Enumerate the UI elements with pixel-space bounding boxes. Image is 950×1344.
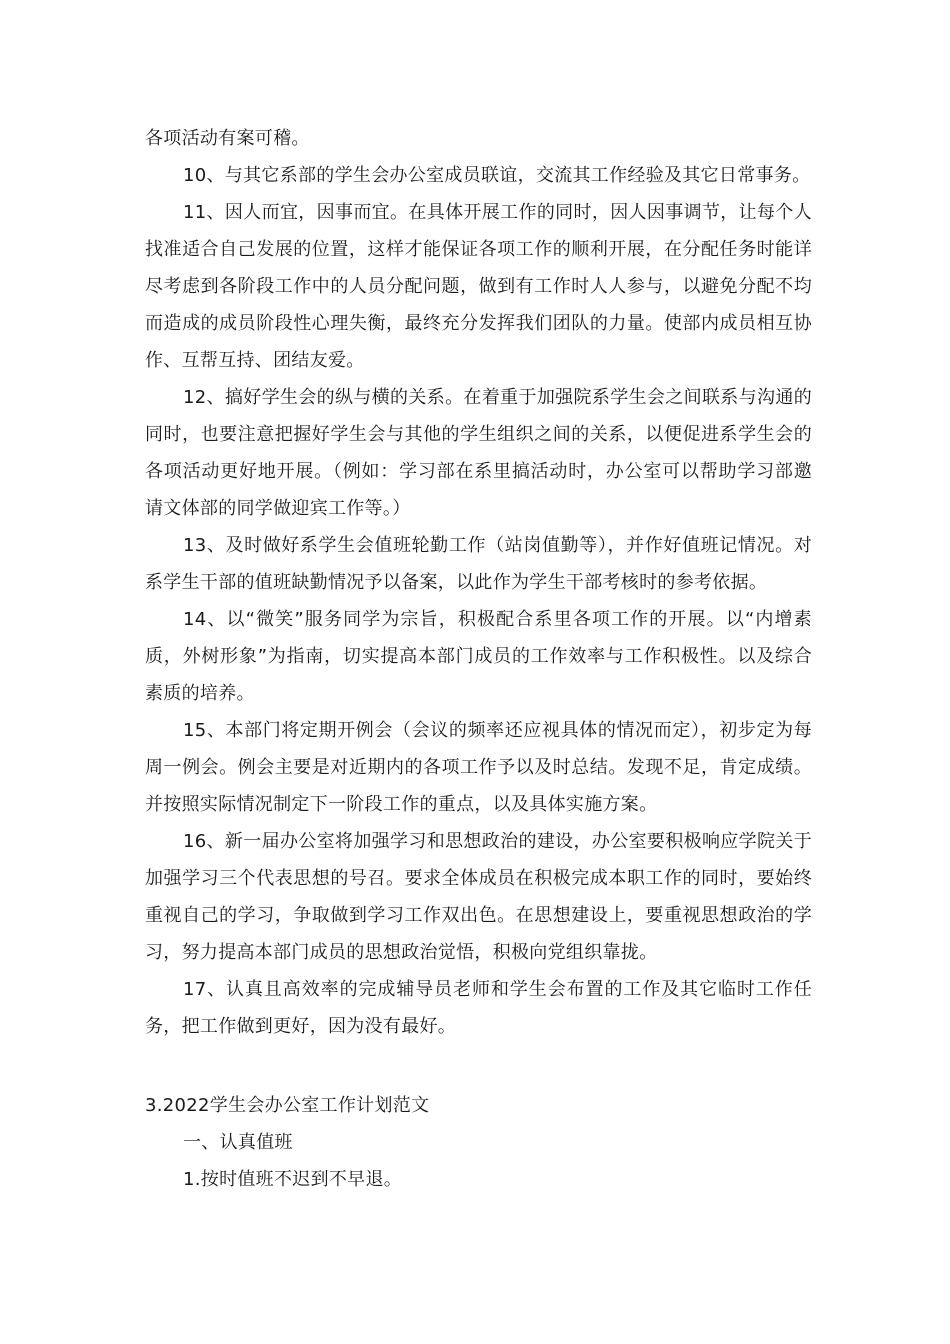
paragraph-item-11: 11、因人而宜，因事而宜。在具体开展工作的同时，因人因事调节，让每个人找准适合自己发展的位置，这样才能保证各项工作的顺利开展，在分配任务时能详尽考虑到各阶段工作中的人员分配问题，做到有工作时人人参与，以避免分配不均而造成的成员阶段性心理失衡，最终充分发挥我们团队的力量。使部内成员相互协作、互帮互持、团结友爱。 <box>145 202 812 371</box>
paragraph-item-13: 13、及时做好系学生会值班轮勤工作（站岗值勤等），并作好值班记情况。对系学生干部的值班缺勤情况予以备案，以此作为学生干部考核时的参考依据。 <box>145 535 812 593</box>
paragraph-item-16: 16、新一届办公室将加强学习和思想政治的建设，办公室要积极响应学院关于加强学习三个代表思想的号召。要求全体成员在积极完成本职工作的同时，要始终重视自己的学习，争取做到学习工作双出色。在思想建设上，要重视思想政治的学习，努力提高本部门成员的思想政治觉悟，积极向党组织靠拢。 <box>145 831 812 963</box>
paragraph-item-12: 12、搞好学生会的纵与横的关系。在着重于加强院系学生会之间联系与沟通的同时，也要注意把握好学生会与其他的学生组织之间的关系，以便促进系学生会的各项活动更好地开展。（例如：学习部在系里搞活动时，办公室可以帮助学习部邀请文体部的同学做迎宾工作等。） <box>145 387 812 519</box>
paragraph-item-10: 10、与其它系部的学生会办公室成员联谊，交流其工作经验及其它日常事务。 <box>183 165 811 186</box>
section-heading: 3.2022学生会办公室工作计划范文 <box>145 1095 430 1116</box>
section-subheading: 一、认真值班 <box>183 1132 293 1153</box>
section-list-item: 1.按时值班不迟到不早退。 <box>183 1169 403 1190</box>
paragraph-item-15: 15、本部门将定期开例会（会议的频率还应视具体的情况而定），初步定为每周一例会。例会主要是对近期内的各项工作予以及时总结。发现不足，肯定成绩。并按照实际情况制定下一阶段工作的重点，以及具体实施方案。 <box>145 720 812 815</box>
document-body <box>145 120 812 1198</box>
paragraph-item-14: 14、以“微笑”服务同学为宗旨，积极配合系里各项工作的开展。以“内增素质，外树形象”为指南，切实提高本部门成员的工作效率与工作积极性。以及综合素质的培养。 <box>145 609 812 704</box>
paragraph-continuation: 各项活动有案可稽。 <box>145 128 310 149</box>
section-spacer <box>145 1045 812 1087</box>
paragraph-item-17: 17、认真且高效率的完成辅导员老师和学生会布置的工作及其它临时工作任务，把工作做到更好，因为没有最好。 <box>145 979 812 1037</box>
